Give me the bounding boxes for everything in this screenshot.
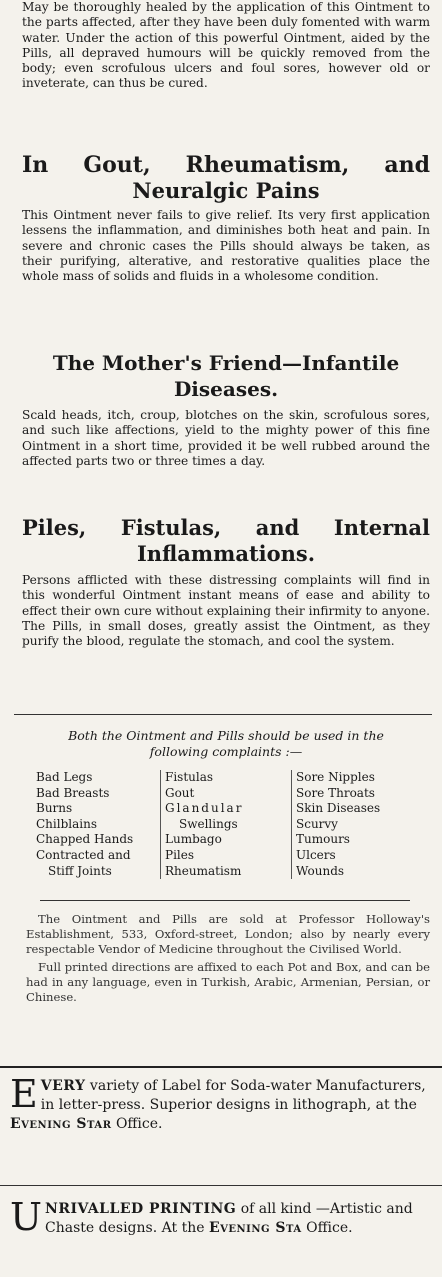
complaint-item: Swellings xyxy=(179,816,238,831)
complaint-item: Bad Legs xyxy=(36,770,93,784)
complaints-column-1 xyxy=(32,770,160,879)
complaints-column-2 xyxy=(160,770,292,879)
complaints-intro xyxy=(22,728,430,760)
divider-rule xyxy=(14,714,432,715)
complaints-intro-line2: following complaints :— xyxy=(149,744,303,759)
complaint-item: Piles xyxy=(165,847,195,862)
complaint-item: Scurvy xyxy=(296,816,338,831)
intro-text: May be thoroughly healed by the application of this Ointment to the parts affected, after they have been duly fomented with warm water. Under the action of this powerful Ointment, aided by the Pills, all depraved humours will be quickly removed from the body; even scrofulous ulcers and foul sores, however old or inveterate, can thus be cured. xyxy=(22,0,430,91)
ad1-dropcap: E xyxy=(10,1072,38,1116)
complaint-item: Sore Nipples xyxy=(296,770,375,784)
mothers-heading-line2: Diseases. xyxy=(173,377,279,401)
sale-text-2: Full printed directions are affixed to each Pot and Box, and can be had in any language, even in Turkish, Arabic, Armenian, Persian, or Chinese. xyxy=(26,960,430,1004)
ad2-office-name: Evening Sta xyxy=(208,1220,302,1236)
piles-text: Persons afflicted with these distressing complaints will find in this wonderful Ointment instant means of ease and ability to effect their own cure without explaining their infirmity to anyone. The Pills, in small doses, greatly assist the Ointment, as they purify the blood, regulate the stomach, and cool the system. xyxy=(22,573,430,649)
sale-notice xyxy=(26,912,430,1005)
piles-heading-line2: Inflammations. xyxy=(136,541,316,566)
ad2-text: of all kind —Artistic and Chaste designs. At the xyxy=(45,1201,413,1236)
gout-text: This Ointment never fails to give relief. Its very first application lessens the inflammation, and diminishes both heat and pain. In severe and chronic cases the Pills should always be taken, as their purifying, alterative, and restorative qualities place the whole mass of solids and fluids in a wholesome condition. xyxy=(22,208,430,284)
complaint-item: Chilblains xyxy=(36,816,97,831)
gout-heading-line1: In Gout, Rheumatism, and xyxy=(22,152,430,178)
ad1-text: variety of Label for Soda-water Manufacturers, in letter-press. Superior designs in lithograph, at the xyxy=(40,1078,426,1113)
complaint-item: Bad Breasts xyxy=(36,785,110,800)
short-divider xyxy=(40,900,410,901)
complaint-item: Gout xyxy=(165,785,195,800)
gout-heading-line2: Neuralgic Pains xyxy=(132,178,320,203)
complaint-item: Glandular xyxy=(165,801,244,816)
complaint-item: Sore Throats xyxy=(296,785,375,800)
sale-text-1: The Ointment and Pills are sold at Professor Holloway's Establishment, 533, Oxford-street, London; also by nearly every respectable Vendor of Medicine throughout the Civilised World. xyxy=(26,912,430,956)
mothers-section xyxy=(22,350,430,469)
advert-printing xyxy=(10,1195,434,1239)
ad1-office-name: Evening Star xyxy=(10,1116,112,1132)
complaint-item: Tumours xyxy=(296,832,350,847)
mothers-text: Scald heads, itch, croup, blotches on the skin, scrofulous sores, and such like affections, yield to the mighty power of this fine Ointment in a short time, provided it be well rubbed around the affected parts two or three times a day. xyxy=(22,408,430,468)
complaint-item: Skin Diseases xyxy=(296,801,381,816)
piles-heading-line1: Piles, Fistulas, and Internal xyxy=(22,515,430,540)
complaints-table xyxy=(32,770,432,879)
gout-section xyxy=(22,152,430,284)
divider-rule-ads xyxy=(0,1185,442,1186)
complaint-item: Contracted and xyxy=(36,847,131,862)
complaint-item: Ulcers xyxy=(296,847,336,862)
ad2-lead: NRIVALLED PRINTING xyxy=(45,1201,237,1217)
complaint-item: Chapped Hands xyxy=(36,832,134,847)
complaint-item: Rheumatism xyxy=(165,863,242,878)
mothers-heading-line1: The Mother's Friend—Infantile xyxy=(52,351,400,375)
intro-section xyxy=(22,0,430,92)
divider-rule-heavy xyxy=(0,1066,442,1068)
complaints-intro-line1: Both the Ointment and Pills should be used in the xyxy=(68,728,384,743)
ad2-dropcap: U xyxy=(10,1195,43,1239)
ad1-tail: Office. xyxy=(111,1116,163,1132)
piles-section xyxy=(22,515,430,649)
advert-labels xyxy=(10,1072,434,1134)
complaint-item: Lumbago xyxy=(165,832,222,847)
complaint-item: Wounds xyxy=(296,863,345,878)
complaint-item: Burns xyxy=(36,801,73,816)
complaint-item: Fistulas xyxy=(165,770,214,784)
ad2-tail: Office. xyxy=(301,1220,353,1236)
ad1-lead: VERY xyxy=(40,1078,86,1094)
complaint-item: Stiff Joints xyxy=(48,863,112,878)
complaints-column-3 xyxy=(292,770,430,879)
